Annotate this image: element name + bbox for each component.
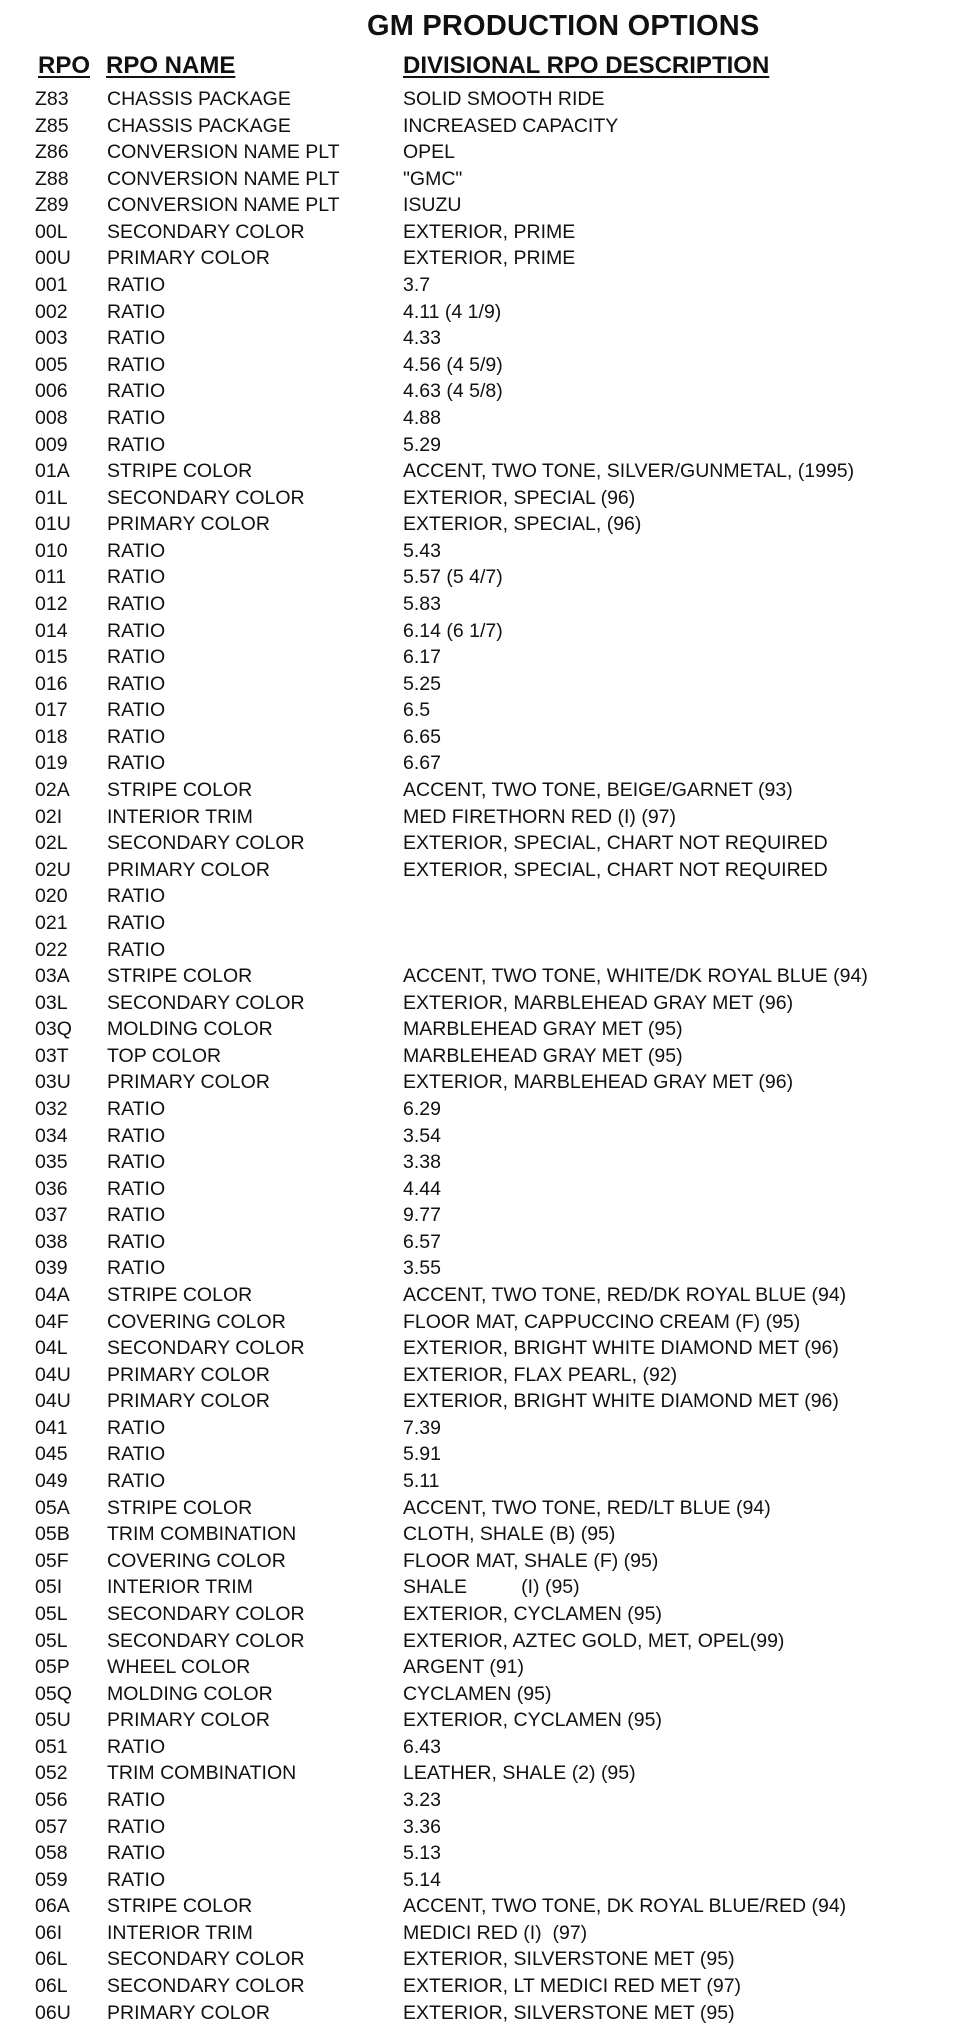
table-row [0, 1681, 960, 1708]
rpo-code-cell: 01L [35, 486, 68, 509]
rpo-description-cell: EXTERIOR, BRIGHT WHITE DIAMOND MET (96) [403, 1390, 839, 1413]
rpo-code-cell: 05F [35, 1549, 69, 1572]
rpo-code-cell: 012 [35, 592, 68, 615]
rpo-code-cell: 01U [35, 513, 71, 536]
rpo-code-cell: 045 [35, 1443, 68, 1466]
table-row [0, 1973, 960, 2000]
rpo-name-cell: MOLDING COLOR [107, 1018, 273, 1041]
rpo-description-cell: 4.11 (4 1/9) [403, 300, 502, 323]
page-title: GM PRODUCTION OPTIONS [367, 10, 760, 42]
rpo-code-cell: 015 [35, 646, 68, 669]
table-row [0, 777, 960, 804]
rpo-code-cell: 020 [35, 885, 68, 908]
rpo-description-cell: 4.44 [403, 1177, 441, 1200]
rpo-name-cell: RATIO [107, 539, 166, 562]
rpo-description-cell: EXTERIOR, SPECIAL, (96) [403, 513, 642, 536]
rpo-description-cell: MED FIRETHORN RED (I) (97) [403, 805, 676, 828]
table-row [0, 1814, 960, 1841]
rpo-name-cell: RATIO [107, 1097, 166, 1120]
rpo-code-cell: 06I [35, 1921, 63, 1944]
rpo-code-cell: 037 [35, 1204, 68, 1227]
table-row [0, 1441, 960, 1468]
rpo-description-cell: 6.14 (6 1/7) [403, 619, 503, 642]
table-row [0, 750, 960, 777]
table-row [0, 272, 960, 299]
rpo-name-cell: RATIO [107, 1257, 166, 1280]
rpo-code-cell: 021 [35, 911, 68, 934]
table-row [0, 325, 960, 352]
rpo-name-cell: SECONDARY COLOR [107, 1975, 305, 1998]
rpo-code-cell: 001 [35, 274, 68, 297]
rpo-code-cell: 051 [35, 1735, 68, 1758]
rpo-description-cell: 5.14 [403, 1868, 441, 1891]
rpo-description-cell: 5.43 [403, 539, 441, 562]
table-row [0, 1760, 960, 1787]
rpo-code-cell: 039 [35, 1257, 68, 1280]
rpo-name-cell: INTERIOR TRIM [107, 805, 253, 828]
rpo-description-cell: 5.83 [403, 592, 441, 615]
rpo-description-cell: ISUZU [403, 194, 462, 217]
rpo-code-cell: 04L [35, 1337, 68, 1360]
rpo-code-cell: 052 [35, 1762, 68, 1785]
rpo-code-cell: 04A [35, 1284, 70, 1307]
rpo-name-cell: RATIO [107, 725, 166, 748]
rpo-code-cell: 06L [35, 1948, 68, 1971]
rpo-code-cell: 02L [35, 832, 68, 855]
table-row [0, 299, 960, 326]
table-row [0, 1255, 960, 1282]
rpo-name-cell: RATIO [107, 938, 166, 961]
table-row [0, 1229, 960, 1256]
rpo-name-cell: COVERING COLOR [107, 1310, 286, 1333]
rpo-description-cell: 7.39 [403, 1416, 441, 1439]
rpo-name-cell: RATIO [107, 1815, 166, 1838]
rpo-code-cell: 03L [35, 991, 68, 1014]
table-row [0, 1335, 960, 1362]
rpo-description-cell: SOLID SMOOTH RIDE [403, 88, 605, 110]
table-row [0, 432, 960, 459]
table-row [0, 618, 960, 645]
table-row [0, 1521, 960, 1548]
rpo-name-cell: RATIO [107, 1151, 166, 1174]
rpo-description-cell: FLOOR MAT, SHALE (F) (95) [403, 1549, 659, 1572]
rpo-name-cell: PRIMARY COLOR [107, 247, 270, 270]
rpo-name-cell: RATIO [107, 752, 166, 775]
rpo-name-cell: RATIO [107, 619, 166, 642]
rpo-name-cell: SECONDARY COLOR [107, 991, 305, 1014]
table-row [0, 245, 960, 272]
rpo-description-cell: EXTERIOR, FLAX PEARL, (92) [403, 1363, 678, 1386]
rpo-name-cell: SECONDARY COLOR [107, 832, 305, 855]
rpo-code-cell: 05Q [35, 1682, 72, 1705]
rpo-name-cell: RATIO [107, 1177, 166, 1200]
rpo-code-cell: 059 [35, 1868, 68, 1891]
rpo-name-cell: TOP COLOR [107, 1044, 222, 1067]
rpo-description-cell: ACCENT, TWO TONE, WHITE/DK ROYAL BLUE (94) [403, 965, 868, 988]
rpo-description-cell: EXTERIOR, PRIME [403, 220, 576, 243]
rpo-name-cell: SECONDARY COLOR [107, 1602, 305, 1625]
rpo-description-cell: 3.23 [403, 1789, 441, 1811]
rpo-name-cell: STRIPE COLOR [107, 965, 253, 988]
rpo-name-cell: RATIO [107, 566, 166, 589]
rpo-code-cell: 034 [35, 1124, 68, 1147]
table-row [0, 1388, 960, 1415]
rpo-name-cell: SECONDARY COLOR [107, 1337, 305, 1360]
table-row [0, 1840, 960, 1867]
table-row [0, 1202, 960, 1229]
rpo-code-cell: 06A [35, 1895, 70, 1918]
rpo-code-cell: 049 [35, 1470, 68, 1493]
rpo-name-cell: SECONDARY COLOR [107, 486, 305, 509]
rpo-name-cell: RATIO [107, 433, 166, 456]
rpo-code-cell: 032 [35, 1097, 68, 1120]
table-row [0, 1654, 960, 1681]
rpo-description-cell: SHALE (I) (95) [403, 1576, 580, 1599]
table-row [0, 591, 960, 618]
rpo-name-cell: RATIO [107, 274, 166, 297]
rpo-description-cell: MARBLEHEAD GRAY MET (95) [403, 1018, 683, 1041]
rpo-code-cell: 03U [35, 1071, 71, 1094]
table-row [0, 697, 960, 724]
table-row [0, 1548, 960, 1575]
table-row [0, 485, 960, 512]
rpo-name-cell: WHEEL COLOR [107, 1656, 251, 1679]
rpo-code-cell: 056 [35, 1789, 68, 1811]
rpo-name-cell: RATIO [107, 592, 166, 615]
rpo-name-cell: PRIMARY COLOR [107, 2001, 270, 2024]
rpo-name-cell: RATIO [107, 1416, 166, 1439]
table-row [0, 458, 960, 485]
rpo-code-cell: 036 [35, 1177, 68, 1200]
rpo-name-cell: RATIO [107, 1789, 166, 1811]
rpo-code-cell: Z85 [35, 114, 69, 137]
rpo-code-cell: 05B [35, 1523, 70, 1546]
rpo-code-cell: 03A [35, 965, 70, 988]
rpo-name-cell: CHASSIS PACKAGE [107, 114, 291, 137]
table-row [0, 86, 960, 113]
table-row [0, 192, 960, 219]
rpo-code-cell: 009 [35, 433, 68, 456]
rpo-description-cell: EXTERIOR, CYCLAMEN (95) [403, 1709, 662, 1732]
table-row [0, 139, 960, 166]
rpo-name-cell: RATIO [107, 1443, 166, 1466]
table-row [0, 1867, 960, 1894]
rpo-description-cell: EXTERIOR, SPECIAL, CHART NOT REQUIRED [403, 832, 828, 855]
rpo-name-cell: RATIO [107, 1868, 166, 1891]
table-row [0, 910, 960, 937]
table-row [0, 1096, 960, 1123]
rpo-description-cell: 6.67 [403, 752, 441, 775]
rpo-description-cell: ACCENT, TWO TONE, DK ROYAL BLUE/RED (94) [403, 1895, 847, 1918]
rpo-description-cell: 4.33 [403, 327, 441, 350]
table-row [0, 219, 960, 246]
rpo-code-cell: 06U [35, 2001, 71, 2024]
rpo-name-cell: RATIO [107, 1735, 166, 1758]
table-row [0, 804, 960, 831]
table-row [0, 1282, 960, 1309]
rpo-code-cell: 022 [35, 938, 68, 961]
rpo-name-cell: RATIO [107, 911, 166, 934]
rpo-description-cell: 9.77 [403, 1204, 441, 1227]
rpo-description-cell: ACCENT, TWO TONE, RED/DK ROYAL BLUE (94) [403, 1284, 847, 1307]
rpo-name-cell: INTERIOR TRIM [107, 1921, 253, 1944]
table-row [0, 113, 960, 140]
rpo-description-cell: 5.91 [403, 1443, 441, 1466]
rpo-description-cell: 5.29 [403, 433, 441, 456]
table-row [0, 1123, 960, 1150]
rpo-name-cell: STRIPE COLOR [107, 460, 253, 483]
rpo-name-cell: PRIMARY COLOR [107, 1709, 270, 1732]
rpo-code-cell: 04F [35, 1310, 69, 1333]
rpo-description-cell: 3.55 [403, 1257, 441, 1280]
rpo-code-cell: Z83 [35, 88, 69, 110]
rpo-name-cell: STRIPE COLOR [107, 1284, 253, 1307]
rpo-code-cell: 008 [35, 406, 68, 429]
rpo-name-cell: RATIO [107, 1842, 166, 1865]
table-row [0, 1893, 960, 1920]
rpo-description-cell: 6.29 [403, 1097, 441, 1120]
table-row [0, 1601, 960, 1628]
rpo-description-cell: 4.63 (4 5/8) [403, 380, 503, 403]
rpo-code-cell: 04U [35, 1390, 71, 1413]
rpo-name-cell: STRIPE COLOR [107, 1895, 253, 1918]
rpo-code-cell: 002 [35, 300, 68, 323]
rpo-description-cell: 5.13 [403, 1842, 441, 1865]
table-row [0, 644, 960, 671]
rpo-name-cell: STRIPE COLOR [107, 779, 253, 802]
rpo-description-cell: 3.54 [403, 1124, 441, 1147]
rpo-code-cell: 03Q [35, 1018, 72, 1041]
table-row [0, 511, 960, 538]
rpo-code-cell: 038 [35, 1230, 68, 1253]
column-header-description: DIVISIONAL RPO DESCRIPTION [403, 52, 770, 79]
rpo-code-cell: 00U [35, 247, 71, 270]
rpo-name-cell: MOLDING COLOR [107, 1682, 273, 1705]
rpo-code-cell: 017 [35, 699, 68, 722]
rpo-description-cell: EXTERIOR, SILVERSTONE MET (95) [403, 2001, 735, 2024]
rpo-name-cell: SECONDARY COLOR [107, 1629, 305, 1652]
rpo-name-cell: COVERING COLOR [107, 1549, 286, 1572]
table-row [0, 857, 960, 884]
table-row [0, 538, 960, 565]
rpo-name-cell: PRIMARY COLOR [107, 1363, 270, 1386]
table-row [0, 1628, 960, 1655]
rpo-code-cell: 02I [35, 805, 63, 828]
rpo-description-cell: 3.7 [403, 274, 431, 297]
table-row [0, 1043, 960, 1070]
rpo-name-cell: CONVERSION NAME PLT [107, 167, 340, 190]
rpo-name-cell: RATIO [107, 672, 166, 695]
rpo-code-cell: 05L [35, 1602, 68, 1625]
rpo-description-cell: "GMC" [403, 167, 463, 190]
table-row [0, 405, 960, 432]
rpo-description-cell: EXTERIOR, LT MEDICI RED MET (97) [403, 1975, 742, 1998]
rpo-code-cell: 00L [35, 220, 68, 243]
table-row [0, 1707, 960, 1734]
rpo-description-cell: FLOOR MAT, CAPPUCCINO CREAM (F) (95) [403, 1310, 801, 1333]
rpo-description-cell: 6.17 [403, 646, 441, 669]
rpo-code-cell: 01A [35, 460, 70, 483]
rpo-description-cell: 5.25 [403, 672, 441, 695]
rpo-code-cell: 003 [35, 327, 68, 350]
rpo-description-cell: 6.5 [403, 699, 431, 722]
rpo-code-cell: 05U [35, 1709, 71, 1732]
rpo-code-cell: 016 [35, 672, 68, 695]
rpo-code-cell: 04U [35, 1363, 71, 1386]
options-table [0, 86, 960, 2026]
rpo-description-cell: 6.65 [403, 725, 441, 748]
rpo-code-cell: Z89 [35, 194, 69, 217]
rpo-name-cell: PRIMARY COLOR [107, 858, 270, 881]
rpo-code-cell: 02U [35, 858, 71, 881]
rpo-code-cell: 011 [35, 566, 67, 589]
rpo-description-cell: EXTERIOR, MARBLEHEAD GRAY MET (96) [403, 991, 794, 1014]
rpo-description-cell: 5.57 (5 4/7) [403, 566, 503, 589]
rpo-description-cell: EXTERIOR, SPECIAL, CHART NOT REQUIRED [403, 858, 828, 881]
rpo-name-cell: RATIO [107, 699, 166, 722]
column-header-rpo: RPO [38, 52, 91, 79]
table-row [0, 937, 960, 964]
rpo-description-cell: LEATHER, SHALE (2) (95) [403, 1762, 636, 1785]
rpo-description-cell: OPEL [403, 141, 456, 164]
rpo-description-cell: MARBLEHEAD GRAY MET (95) [403, 1044, 683, 1067]
rpo-name-cell: SECONDARY COLOR [107, 1948, 305, 1971]
table-row [0, 378, 960, 405]
table-row [0, 352, 960, 379]
table-row [0, 883, 960, 910]
column-header-rpo-name: RPO NAME [106, 52, 236, 79]
table-row [0, 963, 960, 990]
rpo-description-cell: CLOTH, SHALE (B) (95) [403, 1523, 616, 1546]
rpo-description-cell: 3.36 [403, 1815, 441, 1838]
rpo-description-cell: 6.43 [403, 1735, 441, 1758]
rpo-name-cell: RATIO [107, 1204, 166, 1227]
table-row [0, 1016, 960, 1043]
rpo-code-cell: 02A [35, 779, 70, 802]
rpo-name-cell: RATIO [107, 406, 166, 429]
rpo-code-cell: 018 [35, 725, 68, 748]
rpo-description-cell: 6.57 [403, 1230, 441, 1253]
rpo-name-cell: PRIMARY COLOR [107, 513, 270, 536]
table-row [0, 166, 960, 193]
rpo-code-cell: 006 [35, 380, 68, 403]
rpo-name-cell: TRIM COMBINATION [107, 1523, 297, 1546]
table-row [0, 1734, 960, 1761]
rpo-description-cell: 4.56 (4 5/9) [403, 353, 503, 376]
rpo-description-cell: INCREASED CAPACITY [403, 114, 619, 137]
rpo-name-cell: RATIO [107, 327, 166, 350]
rpo-description-cell: 4.88 [403, 406, 441, 429]
rpo-name-cell: RATIO [107, 1124, 166, 1147]
table-row [0, 1946, 960, 1973]
rpo-name-cell: RATIO [107, 1470, 166, 1493]
rpo-description-cell: 3.38 [403, 1151, 441, 1174]
rpo-code-cell: Z88 [35, 167, 69, 190]
rpo-description-cell: MEDICI RED (I) (97) [403, 1921, 588, 1944]
table-row [0, 671, 960, 698]
rpo-description-cell: ACCENT, TWO TONE, RED/LT BLUE (94) [403, 1496, 771, 1519]
rpo-description-cell: EXTERIOR, BRIGHT WHITE DIAMOND MET (96) [403, 1337, 839, 1360]
rpo-name-cell: CONVERSION NAME PLT [107, 194, 340, 217]
rpo-code-cell: 05P [35, 1656, 70, 1679]
table-row [0, 830, 960, 857]
rpo-code-cell: 014 [35, 619, 68, 642]
table-row [0, 564, 960, 591]
rpo-name-cell: RATIO [107, 1230, 166, 1253]
rpo-name-cell: CHASSIS PACKAGE [107, 88, 291, 110]
rpo-description-cell: 5.11 [403, 1470, 440, 1493]
rpo-name-cell: RATIO [107, 300, 166, 323]
rpo-code-cell: Z86 [35, 141, 69, 164]
rpo-code-cell: 058 [35, 1842, 68, 1865]
rpo-description-cell: EXTERIOR, MARBLEHEAD GRAY MET (96) [403, 1071, 794, 1094]
rpo-name-cell: STRIPE COLOR [107, 1496, 253, 1519]
rpo-description-cell: ACCENT, TWO TONE, SILVER/GUNMETAL, (1995) [403, 460, 855, 483]
rpo-code-cell: 06L [35, 1975, 68, 1998]
rpo-description-cell: EXTERIOR, SILVERSTONE MET (95) [403, 1948, 735, 1971]
rpo-name-cell: TRIM COMBINATION [107, 1762, 297, 1785]
rpo-name-cell: RATIO [107, 353, 166, 376]
rpo-code-cell: 035 [35, 1151, 68, 1174]
table-row [0, 1309, 960, 1336]
rpo-name-cell: RATIO [107, 885, 166, 908]
table-row [0, 1495, 960, 1522]
rpo-name-cell: RATIO [107, 380, 166, 403]
rpo-description-cell: ACCENT, TWO TONE, BEIGE/GARNET (93) [403, 779, 793, 802]
table-row [0, 1574, 960, 1601]
table-row [0, 1787, 960, 1814]
rpo-code-cell: 010 [35, 539, 68, 562]
rpo-code-cell: 019 [35, 752, 68, 775]
rpo-code-cell: 05L [35, 1629, 68, 1652]
rpo-name-cell: PRIMARY COLOR [107, 1071, 270, 1094]
rpo-name-cell: INTERIOR TRIM [107, 1576, 253, 1599]
rpo-name-cell: RATIO [107, 646, 166, 669]
rpo-code-cell: 057 [35, 1815, 68, 1838]
table-row [0, 1415, 960, 1442]
rpo-name-cell: SECONDARY COLOR [107, 220, 305, 243]
rpo-description-cell: CYCLAMEN (95) [403, 1682, 552, 1705]
rpo-code-cell: 05I [35, 1576, 63, 1599]
rpo-description-cell: EXTERIOR, AZTEC GOLD, MET, OPEL(99) [403, 1629, 785, 1652]
rpo-code-cell: 005 [35, 353, 68, 376]
rpo-code-cell: 05A [35, 1496, 70, 1519]
rpo-code-cell: 03T [35, 1044, 69, 1067]
table-row [0, 1468, 960, 1495]
rpo-code-cell: 041 [35, 1416, 68, 1439]
table-row [0, 2000, 960, 2027]
table-row [0, 1176, 960, 1203]
rpo-description-cell: EXTERIOR, SPECIAL (96) [403, 486, 636, 509]
table-row [0, 724, 960, 751]
table-row [0, 1920, 960, 1947]
table-row [0, 1069, 960, 1096]
rpo-description-cell: ARGENT (91) [403, 1656, 524, 1679]
rpo-name-cell: PRIMARY COLOR [107, 1390, 270, 1413]
rpo-name-cell: CONVERSION NAME PLT [107, 141, 340, 164]
table-row [0, 1362, 960, 1389]
rpo-description-cell: EXTERIOR, CYCLAMEN (95) [403, 1602, 662, 1625]
table-row [0, 1149, 960, 1176]
rpo-description-cell: EXTERIOR, PRIME [403, 247, 576, 270]
table-row [0, 990, 960, 1017]
